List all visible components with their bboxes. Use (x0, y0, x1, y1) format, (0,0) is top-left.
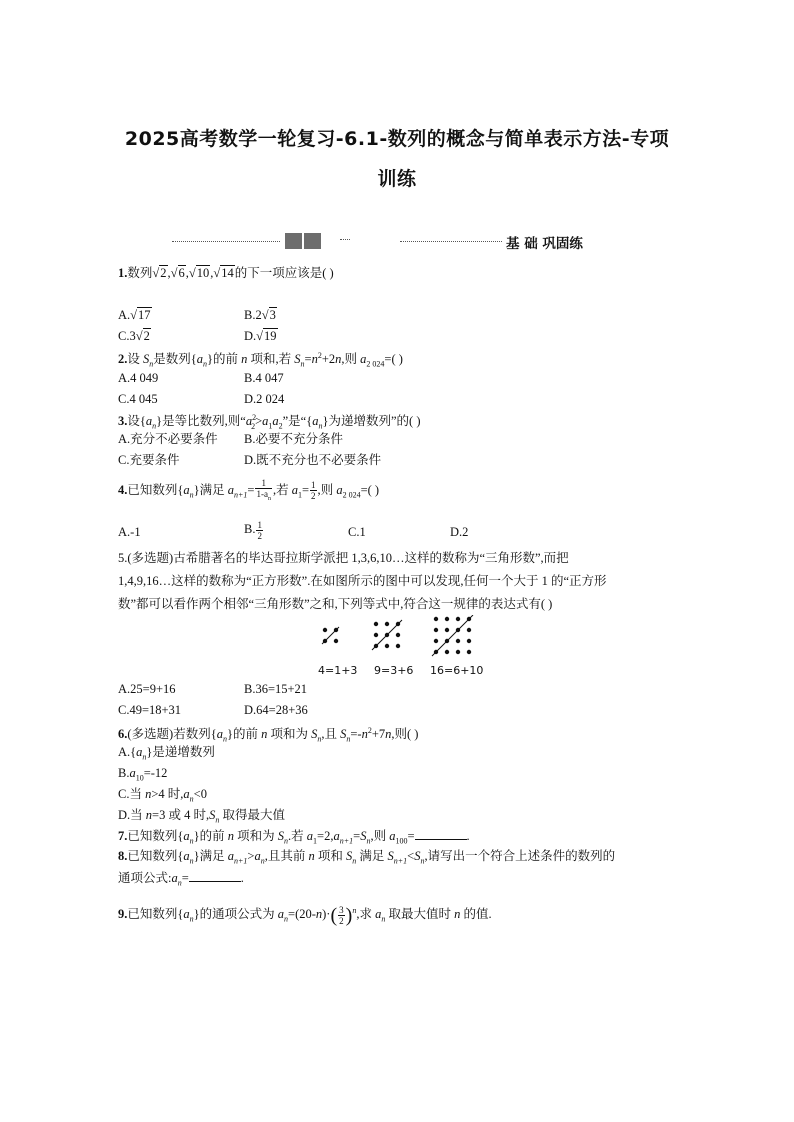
question-6: 6.(多选题)若数列$\{a_n\}$的前 n 项和为 $S_n$,且 $S_n=-n^2+7n$,则( ) (118, 726, 419, 744)
q4-option-b: B. $\frac{1}{2}$ (244, 519, 262, 541)
q2-option-a: A.4 049 (118, 371, 159, 385)
document-title-line1: 2025高考数学一轮复习-6.1-数列的概念与简单表示方法-专项 (124, 128, 670, 150)
fraction: $\frac{1}{1-a_n}$ (256, 478, 271, 502)
question-5 (118, 547, 678, 616)
q1-option-d: D.√19 (244, 329, 277, 343)
q5-option-b: B.36=15+21 (244, 682, 308, 696)
dot-grid-4x4 (432, 615, 473, 656)
question-8-line2: 通项公式$:a_n=$ . (118, 867, 244, 895)
question-number: 9. (118, 907, 128, 922)
q1-option-a: A.√17 (118, 308, 151, 322)
question-7: 7.已知数列$\{a_n\}$的前 n 项和为 $S_n$.若 $a_1=2,a_{n+1}=S_n$,则 $a_{100}=$ . (118, 825, 470, 853)
section-marker-blocks (285, 233, 323, 249)
radicand: 10 (196, 266, 210, 280)
dot-mark (340, 239, 350, 240)
dot-grid-3x3 (372, 620, 402, 650)
q3-option-d: D.既不充分也不必要条件 (244, 453, 382, 467)
answer-blank[interactable] (415, 825, 467, 840)
question-number: 4. (118, 482, 128, 497)
figure-caption-3: 16=6+10 (430, 664, 484, 677)
section-label: 基 础 巩固练 (506, 236, 583, 252)
q5-line2: 1,4,9,16…这样的数称为“正方形数”.在如图所示的图中可以发现,任何一个大于 1 的“正方形 (118, 574, 607, 588)
q2-option-d: D.2 024 (244, 392, 285, 406)
q2-option-c: C.4 045 (118, 392, 158, 406)
q4-option-c: C.1 (348, 525, 366, 539)
q6-option-c: C.当 n>4 时$,a_n<0$ (118, 787, 207, 804)
q5-option-c: C.49=18+31 (118, 703, 182, 717)
fraction: $\frac{1}{2}$ (311, 480, 316, 502)
radicand: 6 (178, 266, 185, 280)
q6-option-b: $B.a_{10}=-12$ (118, 766, 168, 783)
q5-option-a: A.25=9+16 (118, 682, 176, 696)
q6-option-a: $A.\{a_n\}$是递增数列 (118, 745, 215, 762)
q3-option-b: B.必要不充分条件 (244, 432, 343, 446)
question-8: 8.已知数列$\{a_n\}$满足 $a_{n+1}>a_n$,且其前 n 项和 $S_n$ 满足 $S_{n+1}<S_n$,请写出一个符合上述条件的数列的 (118, 849, 616, 866)
dotted-rule-left (172, 241, 280, 242)
answer-blank[interactable] (189, 867, 241, 882)
radicand: 2 (160, 266, 167, 280)
question-4: 4.已知数列$\{a_n\}$满足 $a_{n+1}=$ $\frac{1}{1-a_n}$ ,若 $a_1=$ $\frac{1}{2}$ ,则 $a_{2 024}=$( ) (118, 478, 380, 502)
radicand: 14 (221, 266, 234, 280)
question-number: 2. (118, 352, 128, 367)
question-number: 7. (118, 829, 128, 843)
question-number: 3. (118, 414, 128, 429)
dot-grid-2x2 (322, 627, 339, 644)
question-2: 2.设 $S_n$是数列$\{a_n\}$的前 n 项和,若 $S_n=n^2+2n$,则 $a_{2 024}=$( ) (118, 351, 403, 369)
figure-caption-1: 4=1+3 (318, 664, 358, 677)
q5-line3: 数”都可以看作两个相邻“三角形数”之和,下列等式中,符合这一规律的表达式有( ) (118, 597, 553, 611)
figure-caption-2: 9=3+6 (374, 664, 414, 677)
q3-option-c: C.充要条件 (118, 453, 180, 467)
q5-line1: 5.(多选题)古希腊著名的毕达哥拉斯学派把 1,3,6,10…这样的数称为“三角形数”,而把 (118, 551, 569, 565)
q1-option-c: C.3√2 (118, 329, 150, 343)
stem-text: 的下一项应该是( ) (234, 266, 334, 280)
question-number: 1. (118, 266, 128, 280)
question-number: 6. (118, 727, 128, 742)
stem-text: 数列 (127, 266, 153, 280)
section-header (172, 232, 642, 252)
question-9: 9.已知数列$\{a_n\}$的通项公式为 $a_n=(20-n)\cdot$( $\frac{3}{2}$ )$^n$,求 $a_n$ 取最大值时 n 的值. (118, 904, 492, 927)
q4-option-a: A.-1 (118, 525, 141, 539)
q5-option-d: D.64=28+36 (244, 703, 308, 717)
q1-option-b: B.2√3 (244, 308, 276, 322)
q3-option-a: A.充分不必要条件 (118, 432, 218, 446)
q4-option-d: D.2 (450, 525, 469, 539)
question-number: 8. (118, 849, 128, 863)
dotted-rule-right (400, 241, 502, 242)
question-1: 1.数列√2,√6,√10,√14的下一项应该是( ) (118, 266, 334, 280)
document-title-line2: 训练 (377, 168, 417, 190)
question-3: 3.设$\{a_n\}$是等比数列,则“$a^2_2>a_1a_2$”是“$\{a_n\}$为递增数列”的( ) (118, 413, 421, 431)
q6-option-d: D.当 n=3 或 4 时$,S_n$ 取得最大值 (118, 808, 285, 825)
q2-option-b: B.4 047 (244, 371, 284, 385)
